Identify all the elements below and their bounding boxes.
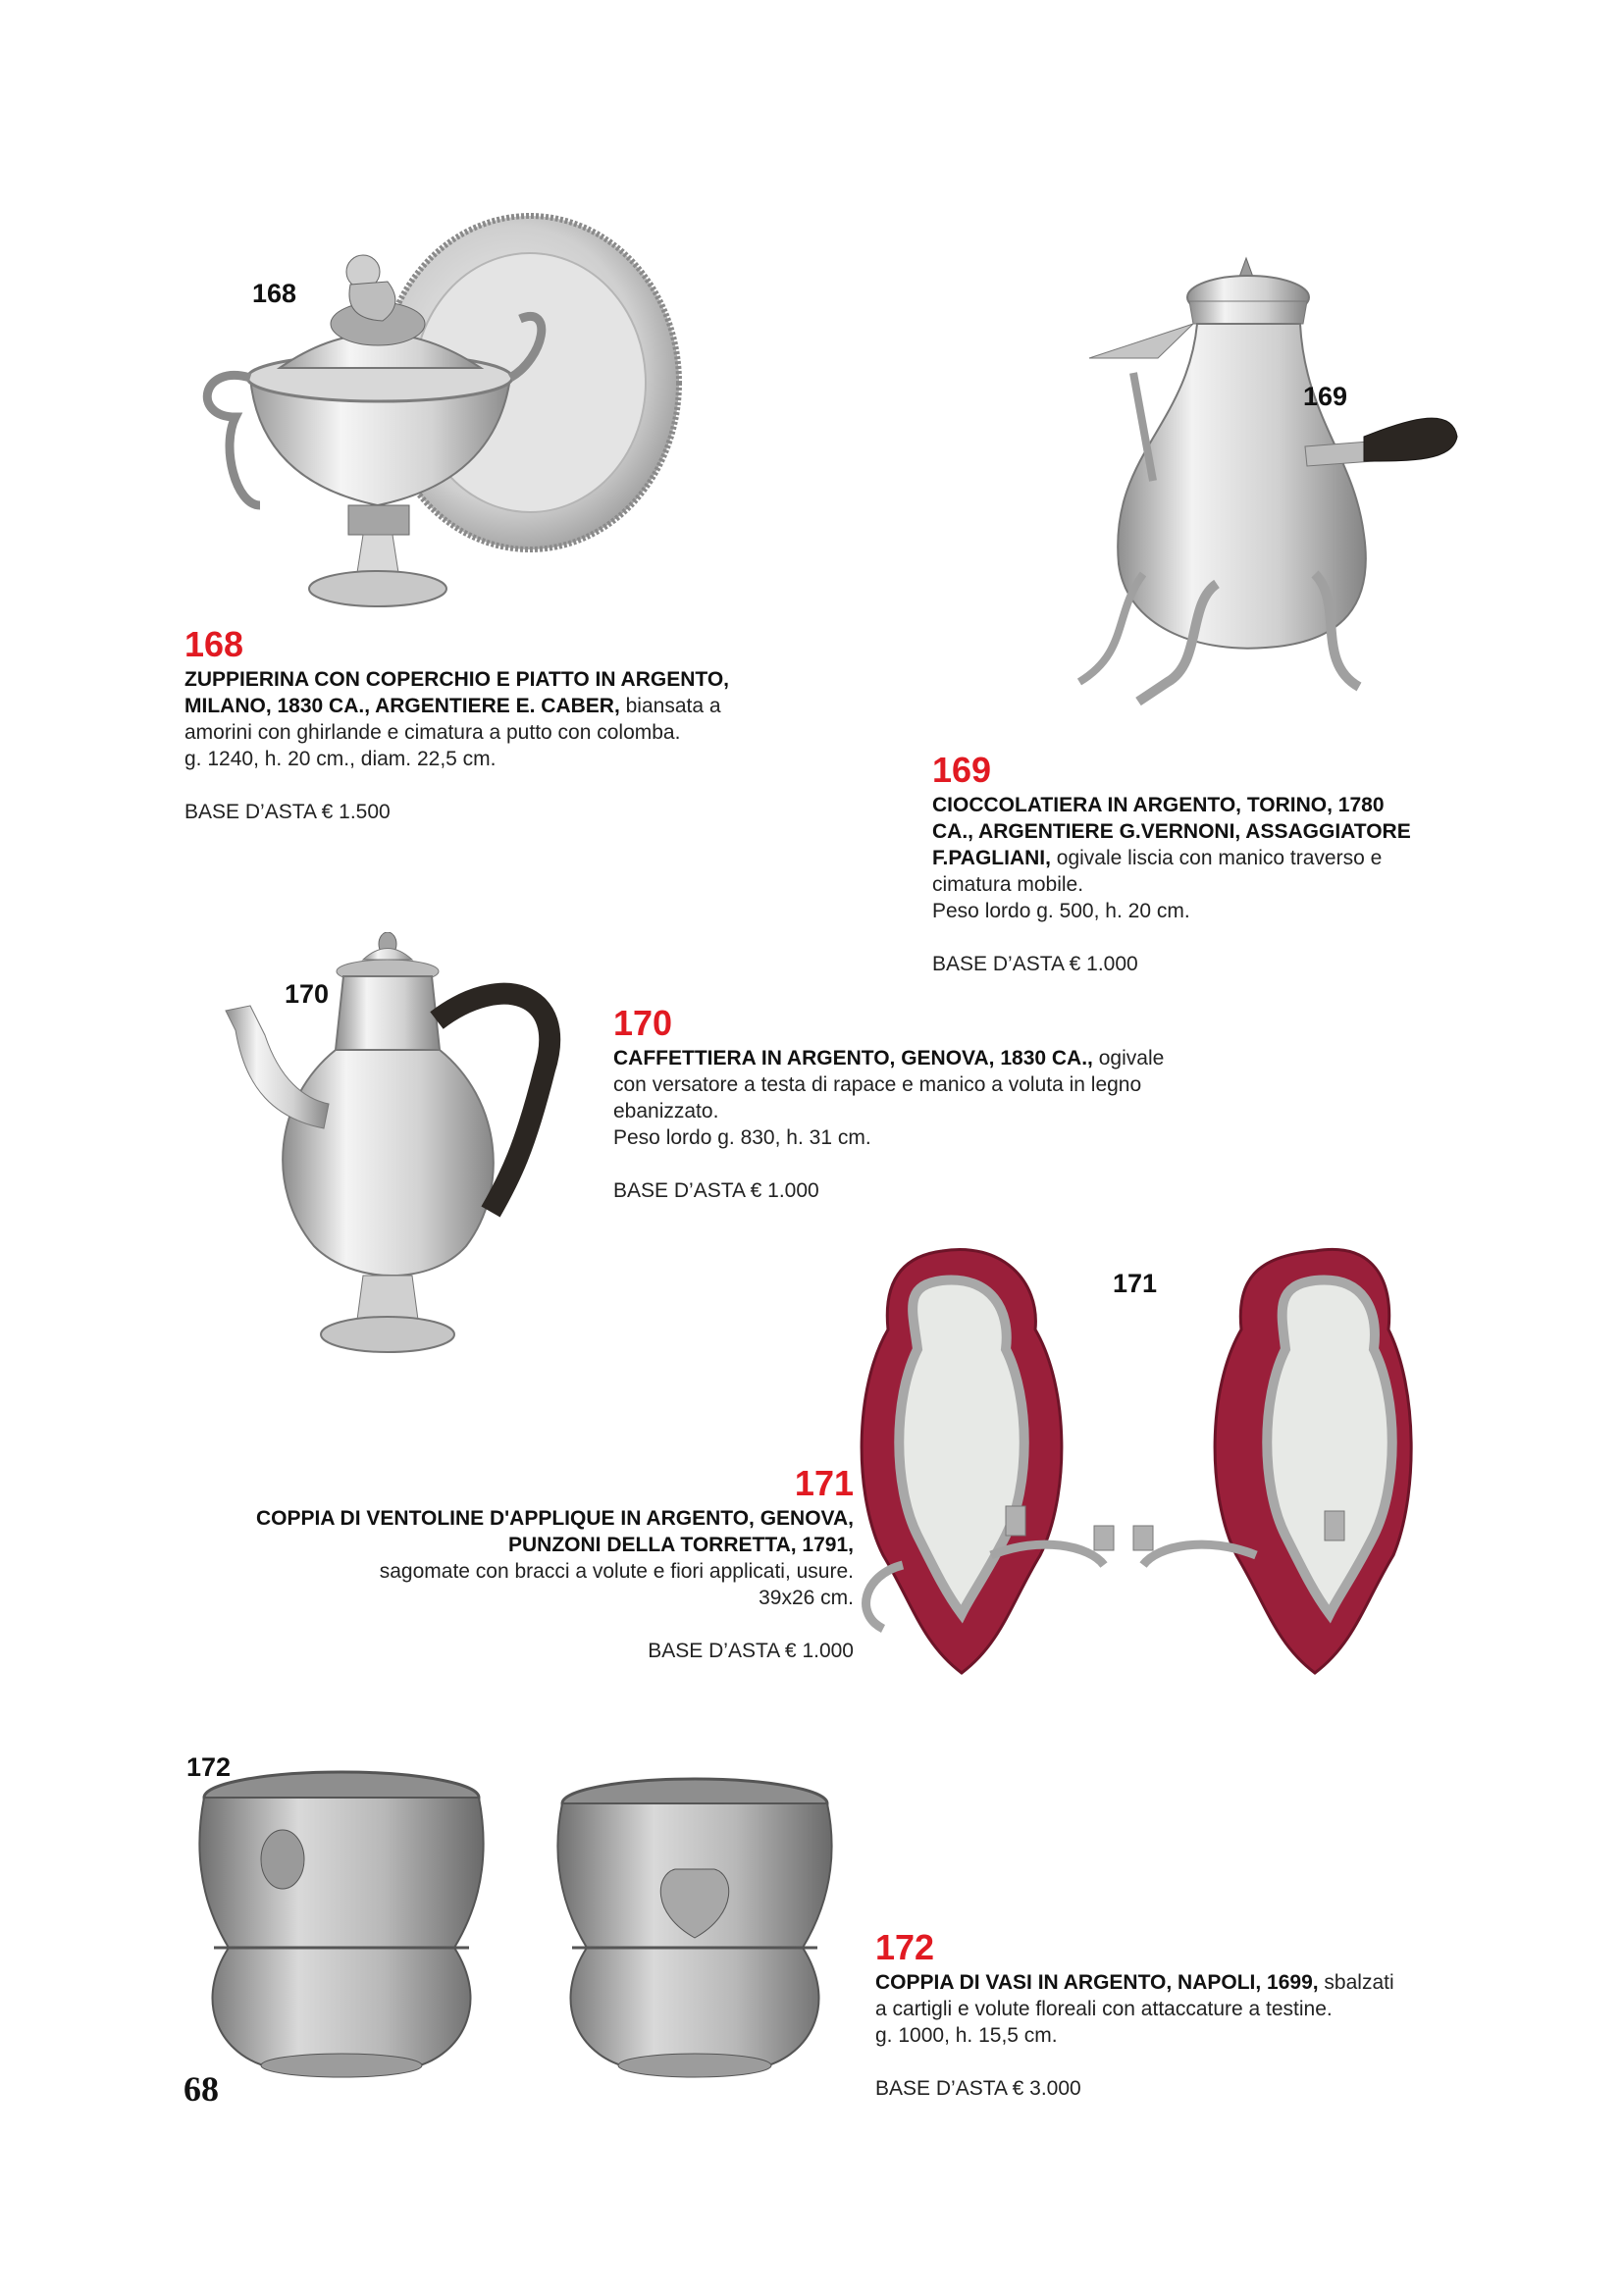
lot-number: 168 bbox=[184, 624, 244, 664]
lot-number: 170 bbox=[613, 1003, 673, 1043]
lot-170-image-label: 170 bbox=[285, 979, 330, 1009]
lot-170-entry bbox=[613, 1004, 1241, 1204]
lot-title-line: COPPIA DI VASI IN ARGENTO, NAPOLI, 1699, bbox=[875, 1971, 1319, 1994]
lot-base-price: BASE D’ASTA € 3.000 bbox=[875, 2077, 1081, 2100]
lot-169-entry bbox=[932, 751, 1501, 977]
lot-171-image-label: 171 bbox=[1113, 1269, 1158, 1298]
lot-title-line: MILANO, 1830 CA., ARGENTIERE E. CABER, bbox=[184, 695, 620, 717]
chocolate-pot-illustration bbox=[1021, 250, 1462, 741]
lot-168-entry bbox=[184, 625, 832, 825]
lot-172-image-label: 172 bbox=[186, 1752, 232, 1782]
lot-172-entry bbox=[875, 1928, 1484, 2102]
lot-168-image-label: 168 bbox=[252, 279, 297, 308]
lot-description: a cartigli e volute floreali con attaccature a testine. bbox=[875, 1998, 1333, 2020]
coffee-pot-illustration bbox=[206, 932, 579, 1398]
lot-description: sagomate con bracci a volute e fiori applicati, usure. bbox=[379, 1560, 854, 1583]
lot-description: cimatura mobile. bbox=[932, 873, 1084, 896]
lot-base-price: BASE D’ASTA € 1.500 bbox=[184, 801, 391, 823]
lot-title-line: F.PAGLIANI, bbox=[932, 847, 1051, 869]
lot-title-line: CIOCCOLATIERA IN ARGENTO, TORINO, 1780 bbox=[932, 794, 1385, 816]
lot-172-image bbox=[184, 1766, 876, 2080]
lot-description: ogivale liscia con manico traverso e bbox=[1050, 847, 1383, 869]
lot-base-price: BASE D’ASTA € 1.000 bbox=[613, 1179, 819, 1202]
lot-number: 172 bbox=[875, 1927, 935, 1967]
lot-number: 169 bbox=[932, 750, 992, 790]
lot-description: g. 1000, h. 15,5 cm. bbox=[875, 2024, 1058, 2047]
lot-title-line: PUNZONI DELLA TORRETTA, 1791, bbox=[508, 1534, 854, 1556]
soup-tureen-with-plate-illustration bbox=[182, 211, 687, 618]
lot-170-image bbox=[206, 932, 579, 1398]
lot-description: sbalzati bbox=[1318, 1971, 1394, 1994]
lot-description: biansata a bbox=[619, 695, 721, 717]
lot-169-image bbox=[1021, 250, 1462, 741]
lot-168-image bbox=[182, 211, 687, 618]
lot-description: Peso lordo g. 830, h. 31 cm. bbox=[613, 1126, 871, 1149]
lot-description: ebanizzato. bbox=[613, 1100, 719, 1122]
lot-description: amorini con ghirlande e cimatura a putto con colomba. bbox=[184, 721, 681, 744]
lot-description: Peso lordo g. 500, h. 20 cm. bbox=[932, 900, 1190, 922]
pair-of-vases-illustration bbox=[184, 1766, 876, 2080]
lot-title-line: COPPIA DI VENTOLINE D'APPLIQUE IN ARGENTO, GENOVA, bbox=[255, 1507, 854, 1530]
lot-description: g. 1240, h. 20 cm., diam. 22,5 cm. bbox=[184, 748, 497, 770]
lot-base-price: BASE D’ASTA € 1.000 bbox=[648, 1640, 854, 1662]
lot-title-line: CA., ARGENTIERE G.VERNONI, ASSAGGIATORE bbox=[932, 820, 1411, 843]
lot-171-entry bbox=[167, 1464, 854, 1664]
lot-title-line: ZUPPIERINA CON COPERCHIO E PIATTO IN ARGENTO, bbox=[184, 668, 729, 691]
page-number: 68 bbox=[183, 2069, 219, 2109]
lot-169-image-label: 169 bbox=[1303, 382, 1348, 411]
lot-title-line: CAFFETTIERA IN ARGENTO, GENOVA, 1830 CA., bbox=[613, 1047, 1093, 1070]
lot-description: 39x26 cm. bbox=[759, 1587, 854, 1609]
lot-number: 171 bbox=[794, 1463, 854, 1503]
lot-base-price: BASE D’ASTA € 1.000 bbox=[932, 953, 1138, 975]
lot-171-image bbox=[844, 1241, 1413, 1693]
lot-description: ogivale bbox=[1092, 1047, 1165, 1070]
pair-of-wall-sconces-illustration bbox=[844, 1241, 1413, 1693]
lot-description: con versatore a testa di rapace e manico a voluta in legno bbox=[613, 1073, 1142, 1096]
